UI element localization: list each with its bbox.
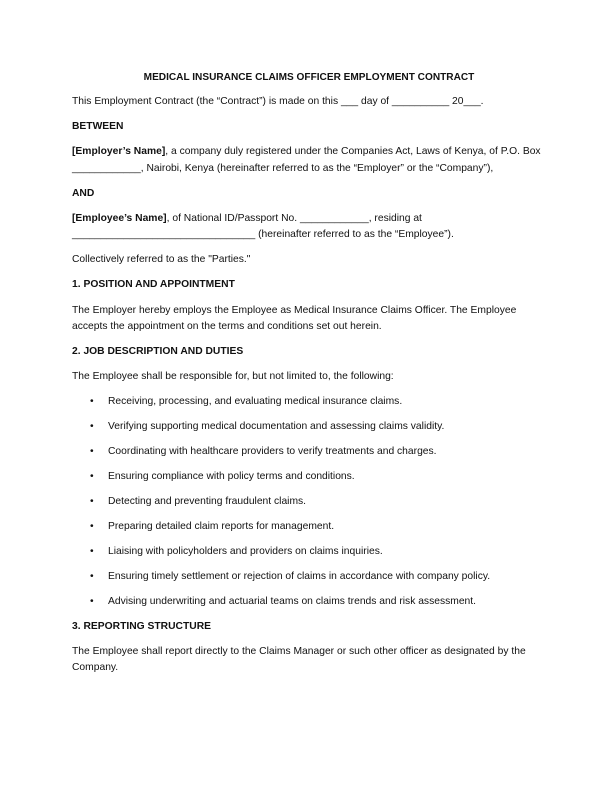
duties-list: [72, 394, 546, 610]
duty-item: • Coordinating with healthcare providers to verify treatments and charges.: [72, 444, 546, 460]
employee-paragraph: [72, 211, 546, 244]
document-title: MEDICAL INSURANCE CLAIMS OFFICER EMPLOYMENT CONTRACT: [143, 72, 475, 83]
employer-name-placeholder: [Employer’s Name]: [72, 146, 166, 158]
employer-paragraph: [72, 144, 546, 177]
duty-item: • Verifying supporting medical documentation and assessing claims validity.: [72, 419, 546, 435]
section-1-body: The Employer hereby employs the Employee as Medical Insurance Claims Officer. The Employee accepts the appointment on the terms and conditions set out herein.: [72, 304, 517, 332]
duty-item: • Receiving, processing, and evaluating medical insurance claims.: [72, 394, 546, 410]
duty-item: • Detecting and preventing fraudulent claims.: [72, 494, 546, 510]
section-3-heading: 3. REPORTING STRUCTURE: [72, 620, 212, 632]
employer-details: , a company duly registered under the Companies Act, Laws of Kenya, of P.O. Box ____________, Nairobi, Kenya (hereinafter referred to as the “Employer” or the “Company”),: [72, 146, 541, 174]
parties-statement: Collectively referred to as the "Parties.": [72, 254, 251, 266]
section-2-body: The Employee shall be responsible for, but not limited to, the following:: [72, 371, 394, 383]
section-3-body: The Employee shall report directly to the Claims Manager or such other officer as designated by the Company.: [72, 646, 526, 674]
duty-item: • Ensuring compliance with policy terms and conditions.: [72, 469, 546, 485]
employee-details: , of National ID/Passport No. ____________, residing at ________________________________ (hereinafter referred to as the “Employee”).: [72, 212, 454, 241]
employee-name-placeholder: [Employee’s Name]: [72, 212, 167, 224]
duty-item: • Advising underwriting and actuarial teams on claims trends and risk assessment.: [72, 594, 546, 610]
document-content: [72, 70, 546, 685]
section-2-heading: 2. JOB DESCRIPTION AND DUTIES: [72, 345, 244, 357]
section-1-heading: 1. POSITION AND APPOINTMENT: [72, 279, 235, 291]
and-label: AND: [72, 187, 95, 199]
contract-intro: This Employment Contract (the “Contract”) is made on this ___ day of __________ 20___.: [72, 96, 484, 108]
duty-item: • Liaising with policyholders and providers on claims inquiries.: [72, 544, 546, 560]
duty-item: • Ensuring timely settlement or rejection of claims in accordance with company policy.: [72, 569, 546, 585]
between-label: BETWEEN: [72, 121, 124, 133]
duty-item: • Preparing detailed claim reports for management.: [72, 519, 546, 535]
